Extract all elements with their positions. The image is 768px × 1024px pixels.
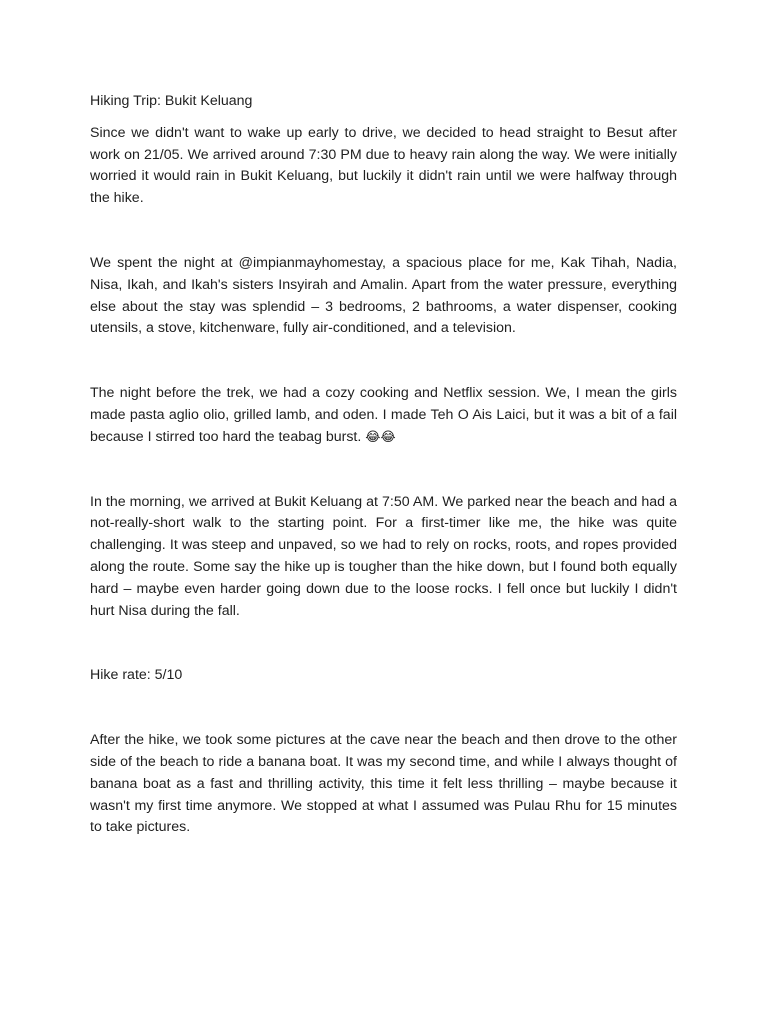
paragraph-homestay: We spent the night at @impianmayhomestay, a spacious place for me, Kak Tihah, Nadia, Nisa, Ikah, and Ikah's sisters Insyirah and Amalin. Apart from the water pressure, everything else about the stay was splendid – 3 bedrooms, 2 bathrooms, a water dispenser, cooking utensils, a stove, kitchenware, fully air-conditioned, and a television.	[90, 254, 677, 337]
document-page	[90, 91, 677, 839]
paragraph-cooking	[90, 383, 677, 448]
paragraph-banana-boat: After the hike, we took some pictures at the cave near the beach and then drove to the other side of the beach to ride a banana boat. It was my second time, and while I always thought of banana boat as a fast and thrilling activity, this time it felt less thrilling – maybe because it wasn't my first time anymore. We stopped at what I assumed was Pulau Rhu for 15 minutes to take pictures.	[90, 732, 677, 836]
hike-rating: Hike rate: 5/10	[90, 667, 183, 684]
laughing-emoji-icon: 😂😂	[365, 429, 396, 445]
paragraph-arrival: Since we didn't want to wake up early to drive, we decided to head straight to Besut after work on 21/05. We arrived around 7:30 PM due to heavy rain along the way. We were initially worried it would rain in Bukit Keluang, but luckily it didn't rain until we were halfway through the hike.	[90, 124, 677, 207]
document-title: Hiking Trip: Bukit Keluang	[90, 93, 253, 109]
paragraph-hike: In the morning, we arrived at Bukit Keluang at 7:50 AM. We parked near the beach and had a not-really-short walk to the starting point. For a first-timer like me, the hike was quite challenging. It was steep and unpaved, so we had to rely on rocks, roots, and ropes provided along the route. Some say the hike up is tougher than the hike down, but I found both equally hard – maybe even harder going down due to the loose rocks. I fell once but luckily I didn't hurt Nisa during the fall.	[90, 493, 677, 619]
paragraph-cooking-text: The night before the trek, we had a cozy cooking and Netflix session. We, I mean the girls made pasta aglio olio, grilled lamb, and oden. I made Teh O Ais Laici, but it was a bit of a fail because I stirred too hard the teabag burst.	[90, 385, 677, 445]
